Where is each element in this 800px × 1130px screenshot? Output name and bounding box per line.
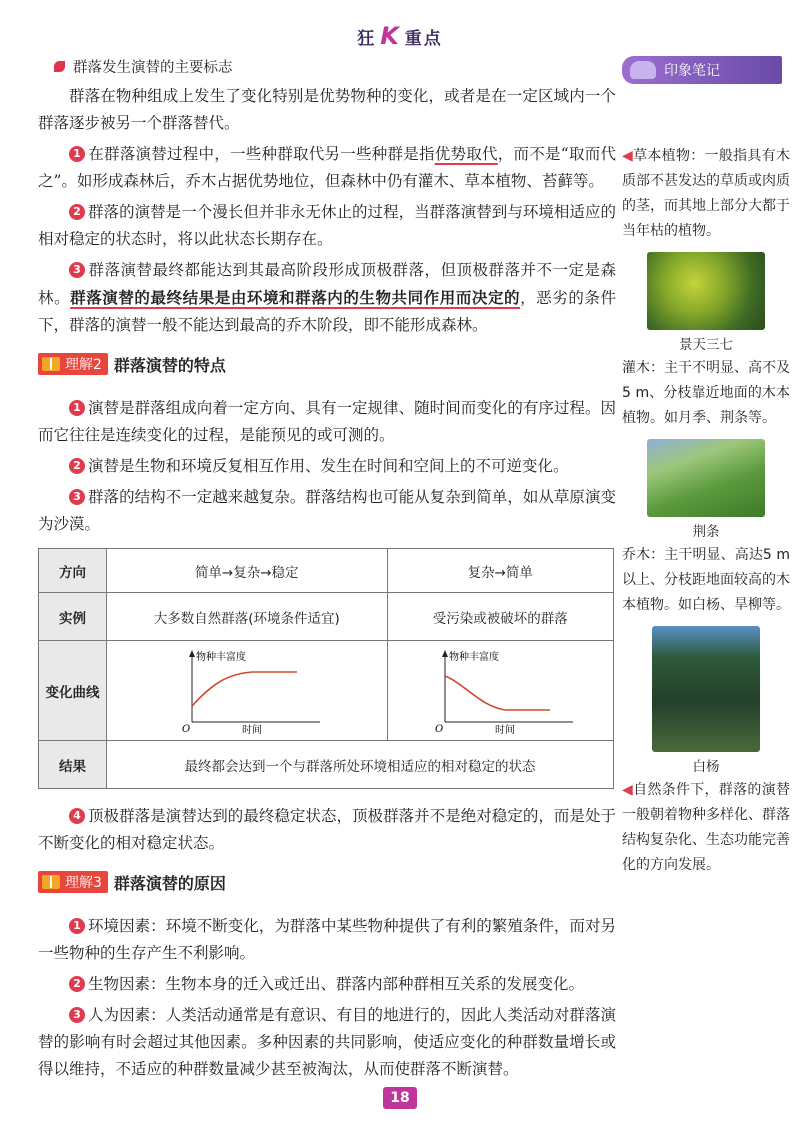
page-number: 18 xyxy=(383,1087,417,1109)
main-content xyxy=(38,56,616,1087)
section1-intro: 群落在物种组成上发生了变化特别是优势物种的变化，或者是在一定区域内一个群落逐步被另一个群落替代。 xyxy=(38,87,616,132)
number-1-icon: 1 xyxy=(69,918,85,934)
section3-point3: 3 人为因素：人类活动通常是有意识、有目的地进行的，因此人类活动对群落演替的影响有时会超过其他因素。多种因素的共同影响，使适应变化的种群数量增长或得以维持，不适应的种群数量减少甚至被淘汰，从而使群落不断演替。 xyxy=(38,1006,616,1078)
section2-chip: 理解2 xyxy=(38,353,108,375)
cell-direction-b: 复杂→简单 xyxy=(387,549,613,593)
caption-sedum: 景天三七 xyxy=(679,337,733,353)
origin-label: O xyxy=(181,723,190,734)
book-icon xyxy=(42,875,60,889)
section3-point2: 2 生物因素：生物本身的迁入或迁出、群落内部种群相互关系的发展变化。 xyxy=(38,971,616,998)
section2-point1: 1 演替是群落组成向着一定方向、具有一定规律、随时间而变化的有序过程。因而它往往是连续变化的过程，是能预见的或可测的。 xyxy=(38,399,616,444)
section2-point3: 3 群落的结构不一定越来越复杂。群落结构也可能从复杂到简单，如从草原演变为沙漠。 xyxy=(38,488,616,533)
notes-badge xyxy=(622,56,782,84)
header-left: 狂 xyxy=(357,29,377,49)
photo-vitex xyxy=(647,439,765,517)
section2-point4: 4 顶极群落是演替达到的最终稳定状态，顶极群落并不是绝对稳定的，而是处于不断变化的相对稳定状态。 xyxy=(38,807,616,852)
section1-point2: 2 群落的演替是一个漫长但并非永无休止的过程，当群落演替到与环境相适应的相对稳定的状态时，将以此状态长期存在。 xyxy=(38,203,616,248)
cell-example-b: 受污染或被破坏的群落 xyxy=(387,593,613,641)
section2-heading xyxy=(38,353,616,375)
number-3-icon: 3 xyxy=(69,1007,85,1023)
section2-title: 群落演替的特点 xyxy=(113,355,226,375)
elephant-icon xyxy=(630,61,656,79)
cell-direction-a: 简单→复杂→稳定 xyxy=(107,549,388,593)
underlined-sentence: 群落演替的最终结果是由环境和群落内的生物共同作用而决定的 xyxy=(70,288,521,307)
row-label-direction: 方向 xyxy=(39,549,107,593)
y-axis-label: 物种丰富度 xyxy=(195,651,246,663)
caption-poplar: 白杨 xyxy=(692,759,720,775)
decreasing-curve xyxy=(445,676,550,710)
photo-sedum xyxy=(647,252,765,330)
section3-heading xyxy=(38,871,616,893)
header-k-logo: K xyxy=(380,22,401,50)
page-header xyxy=(0,22,800,50)
section2-point2: 2 演替是生物和环境反复相互作用、发生在时间和空间上的不可逆变化。 xyxy=(38,453,616,480)
note-shrub: 灌木：主干不明显、高不及5 m、分枝靠近地面的木本植物。如月季、荆条等。 xyxy=(622,360,790,426)
header-right: 重点 xyxy=(404,29,443,49)
row-label-example: 实例 xyxy=(39,593,107,641)
row-label-result: 结果 xyxy=(39,741,107,789)
y-axis-arrow-icon xyxy=(189,650,195,657)
row-label-curve: 变化曲线 xyxy=(39,641,107,741)
note-succession: ◀自然条件下，群落的演替一般朝着物种多样化、群落结构复杂化、生态功能完善化的方向发展。 xyxy=(622,782,790,873)
section1-heading xyxy=(54,56,616,77)
section1-point1: 1 在群落演替过程中，一些种群取代另一些种群是指优势取代，而不是“取而代之”。如形成森林后，乔木占据优势地位，但森林中仍有灌木、草本植物、苔藓等。 xyxy=(38,145,616,190)
increasing-curve-chart xyxy=(172,644,322,734)
number-2-icon: 2 xyxy=(69,204,85,220)
leaf-bullet-icon xyxy=(54,61,65,72)
section3-title: 群落演替的原因 xyxy=(113,873,226,893)
number-4-icon: 4 xyxy=(69,808,85,824)
cell-example-a: 大多数自然群落(环境条件适宜) xyxy=(107,593,388,641)
y-axis-arrow-icon xyxy=(442,650,448,657)
origin-label: O xyxy=(435,723,444,734)
cell-curve-b xyxy=(387,641,613,741)
section1-title: 群落发生演替的主要标志 xyxy=(73,60,233,76)
x-axis-label: 时间 xyxy=(241,724,262,734)
triangle-bullet-icon: ◀ xyxy=(622,782,634,798)
number-2-icon: 2 xyxy=(69,458,85,474)
triangle-bullet-icon: ◀ xyxy=(622,148,634,164)
succession-table xyxy=(38,548,614,789)
underlined-term: 优势取代 xyxy=(434,145,498,163)
number-2-icon: 2 xyxy=(69,976,85,992)
sidebar-notes xyxy=(622,56,790,878)
cell-curve-a xyxy=(107,641,388,741)
notes-badge-label: 印象笔记 xyxy=(664,63,720,79)
number-3-icon: 3 xyxy=(69,262,85,278)
increasing-curve xyxy=(192,672,297,706)
number-3-icon: 3 xyxy=(69,489,85,505)
y-axis-label: 物种丰富度 xyxy=(449,651,500,663)
decreasing-curve-chart xyxy=(425,644,575,734)
cell-result: 最终都会达到一个与群落所处环境相适应的相对稳定的状态 xyxy=(107,741,614,789)
x-axis-label: 时间 xyxy=(495,724,516,734)
number-1-icon: 1 xyxy=(69,400,85,416)
photo-poplar xyxy=(652,626,760,752)
section3-point1: 1 环境因素：环境不断变化，为群落中某些物种提供了有利的繁殖条件，而对另一些物种的生存产生不利影响。 xyxy=(38,917,616,962)
section1-point3: 3 群落演替最终都能达到其最高阶段形成顶极群落，但顶极群落并不一定是森林。群落演替的最终结果是由环境和群落内的生物共同作用而决定的，恶劣的条件下，群落的演替一般不能达到最高的乔木阶段，即不能形成森林。 xyxy=(38,261,616,334)
section3-chip: 理解3 xyxy=(38,871,108,893)
note-tree: 乔木：主干明显、高达5 m以上、分枝距地面较高的木本植物。如白杨、旱柳等。 xyxy=(622,547,790,613)
note-herb: ◀草本植物：一般指具有木质部不甚发达的草质或肉质的茎，而其地上部分大都于当年枯的植物。 xyxy=(622,148,790,239)
number-1-icon: 1 xyxy=(69,146,85,162)
caption-vitex: 荆条 xyxy=(692,524,720,540)
book-icon xyxy=(42,357,60,371)
